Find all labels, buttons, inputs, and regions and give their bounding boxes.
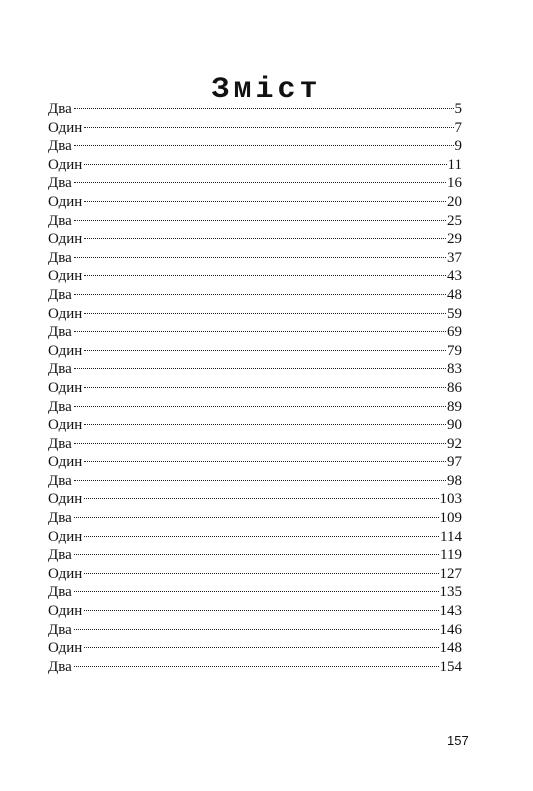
dot-leader	[84, 573, 438, 574]
toc-entry-title: Один	[48, 305, 83, 322]
dot-leader	[74, 480, 446, 481]
toc-entry-page: 109	[439, 510, 462, 527]
toc-entry	[48, 658, 462, 677]
dot-leader	[84, 164, 446, 165]
toc-entry-page: 154	[439, 658, 462, 675]
dot-leader	[84, 424, 446, 425]
toc-entry-title: Два	[48, 547, 72, 564]
toc-entry-page: 83	[447, 361, 462, 378]
dot-leader	[74, 220, 446, 221]
toc-entry-title: Два	[48, 249, 72, 266]
toc-entry	[48, 509, 462, 528]
toc-entry-title: Один	[48, 528, 83, 545]
dot-leader	[84, 610, 438, 611]
table-of-contents	[48, 100, 462, 676]
toc-entry	[48, 360, 462, 379]
toc-entry-title: Два	[48, 324, 72, 341]
toc-entry	[48, 435, 462, 454]
toc-entry-title: Один	[48, 342, 83, 359]
toc-entry-page: 135	[439, 584, 462, 601]
toc-entry-title: Два	[48, 584, 72, 601]
toc-entry-title: Два	[48, 138, 72, 155]
toc-entry-page: 20	[447, 193, 462, 210]
dot-leader	[74, 108, 454, 109]
toc-entry	[48, 490, 462, 509]
toc-entry-title: Два	[48, 212, 72, 229]
toc-entry	[48, 472, 462, 491]
toc-entry-page: 69	[447, 324, 462, 341]
toc-entry-title: Один	[48, 640, 83, 657]
dot-leader	[84, 536, 439, 537]
toc-entry	[48, 621, 462, 640]
toc-entry	[48, 119, 462, 138]
dot-leader	[74, 145, 454, 146]
toc-entry-page: 11	[447, 156, 462, 173]
toc-entry-page: 25	[447, 212, 462, 229]
toc-entry	[48, 602, 462, 621]
toc-entry-title: Один	[48, 268, 83, 285]
toc-entry-page: 148	[439, 640, 462, 657]
toc-entry	[48, 230, 462, 249]
toc-entry-page: 5	[454, 101, 462, 117]
toc-entry-title: Два	[48, 510, 72, 527]
toc-entry-page: 92	[447, 435, 462, 452]
dot-leader	[74, 294, 446, 295]
toc-entry-page: 90	[447, 417, 462, 434]
toc-entry-title: Один	[48, 454, 83, 471]
dot-leader	[74, 331, 446, 332]
toc-entry-title: Один	[48, 491, 83, 508]
toc-entry-page: 114	[440, 528, 462, 545]
dot-leader	[74, 406, 446, 407]
dot-leader	[84, 127, 453, 128]
toc-entry	[48, 137, 462, 156]
dot-leader	[84, 350, 446, 351]
toc-entry-page: 127	[439, 565, 462, 582]
dot-leader	[74, 554, 439, 555]
toc-entry-title: Два	[48, 621, 72, 638]
toc-entry	[48, 193, 462, 212]
toc-entry	[48, 416, 462, 435]
toc-entry	[48, 267, 462, 286]
toc-entry	[48, 156, 462, 175]
toc-entry	[48, 546, 462, 565]
toc-entry-title: Два	[48, 101, 72, 117]
toc-entry	[48, 398, 462, 417]
toc-entry-page: 89	[447, 398, 462, 415]
dot-leader	[84, 201, 446, 202]
page-number: 157	[447, 733, 469, 748]
toc-entry-page: 9	[454, 138, 462, 155]
toc-entry-page: 48	[447, 286, 462, 303]
toc-entry-title: Один	[48, 156, 83, 173]
toc-entry-title: Два	[48, 361, 72, 378]
page-title: Зміст	[211, 73, 322, 108]
dot-leader	[84, 313, 446, 314]
toc-entry	[48, 100, 462, 119]
toc-entry-page: 7	[454, 119, 462, 136]
dot-leader	[84, 461, 446, 462]
dot-leader	[74, 666, 439, 667]
dot-leader	[74, 257, 446, 258]
toc-entry	[48, 286, 462, 305]
toc-entry-page: 79	[447, 342, 462, 359]
toc-entry-page: 86	[447, 379, 462, 396]
dot-leader	[74, 629, 439, 630]
toc-entry-page: 59	[447, 305, 462, 322]
toc-entry	[48, 305, 462, 324]
toc-entry	[48, 639, 462, 658]
toc-entry	[48, 249, 462, 268]
toc-entry	[48, 323, 462, 342]
toc-entry-page: 146	[439, 621, 462, 638]
toc-entry-title: Один	[48, 565, 83, 582]
dot-leader	[84, 498, 438, 499]
toc-entry-page: 16	[447, 175, 462, 192]
dot-leader	[84, 275, 446, 276]
dot-leader	[74, 182, 446, 183]
toc-entry-page: 143	[439, 603, 462, 620]
toc-entry-page: 97	[447, 454, 462, 471]
dot-leader	[74, 591, 439, 592]
toc-entry-title: Один	[48, 417, 83, 434]
toc-entry	[48, 212, 462, 231]
toc-entry	[48, 565, 462, 584]
toc-entry	[48, 174, 462, 193]
toc-entry	[48, 342, 462, 361]
dot-leader	[74, 368, 446, 369]
dot-leader	[74, 443, 446, 444]
toc-entry-title: Один	[48, 379, 83, 396]
toc-entry-title: Один	[48, 231, 83, 248]
dot-leader	[84, 387, 446, 388]
toc-entry-page: 29	[447, 231, 462, 248]
dot-leader	[74, 517, 439, 518]
toc-entry-title: Два	[48, 175, 72, 192]
toc-entry-page: 37	[447, 249, 462, 266]
toc-entry	[48, 528, 462, 547]
toc-entry	[48, 453, 462, 472]
toc-entry-title: Два	[48, 398, 72, 415]
toc-entry-page: 119	[440, 547, 462, 564]
toc-entry-title: Два	[48, 658, 72, 675]
toc-entry-page: 98	[447, 472, 462, 489]
toc-entry-title: Два	[48, 286, 72, 303]
toc-entry-title: Два	[48, 472, 72, 489]
toc-entry-title: Один	[48, 119, 83, 136]
toc-entry-title: Один	[48, 603, 83, 620]
toc-entry-title: Два	[48, 435, 72, 452]
toc-entry	[48, 583, 462, 602]
toc-entry	[48, 379, 462, 398]
dot-leader	[84, 238, 446, 239]
dot-leader	[84, 647, 438, 648]
toc-entry-page: 43	[447, 268, 462, 285]
toc-entry-title: Один	[48, 193, 83, 210]
toc-entry-page: 103	[439, 491, 462, 508]
